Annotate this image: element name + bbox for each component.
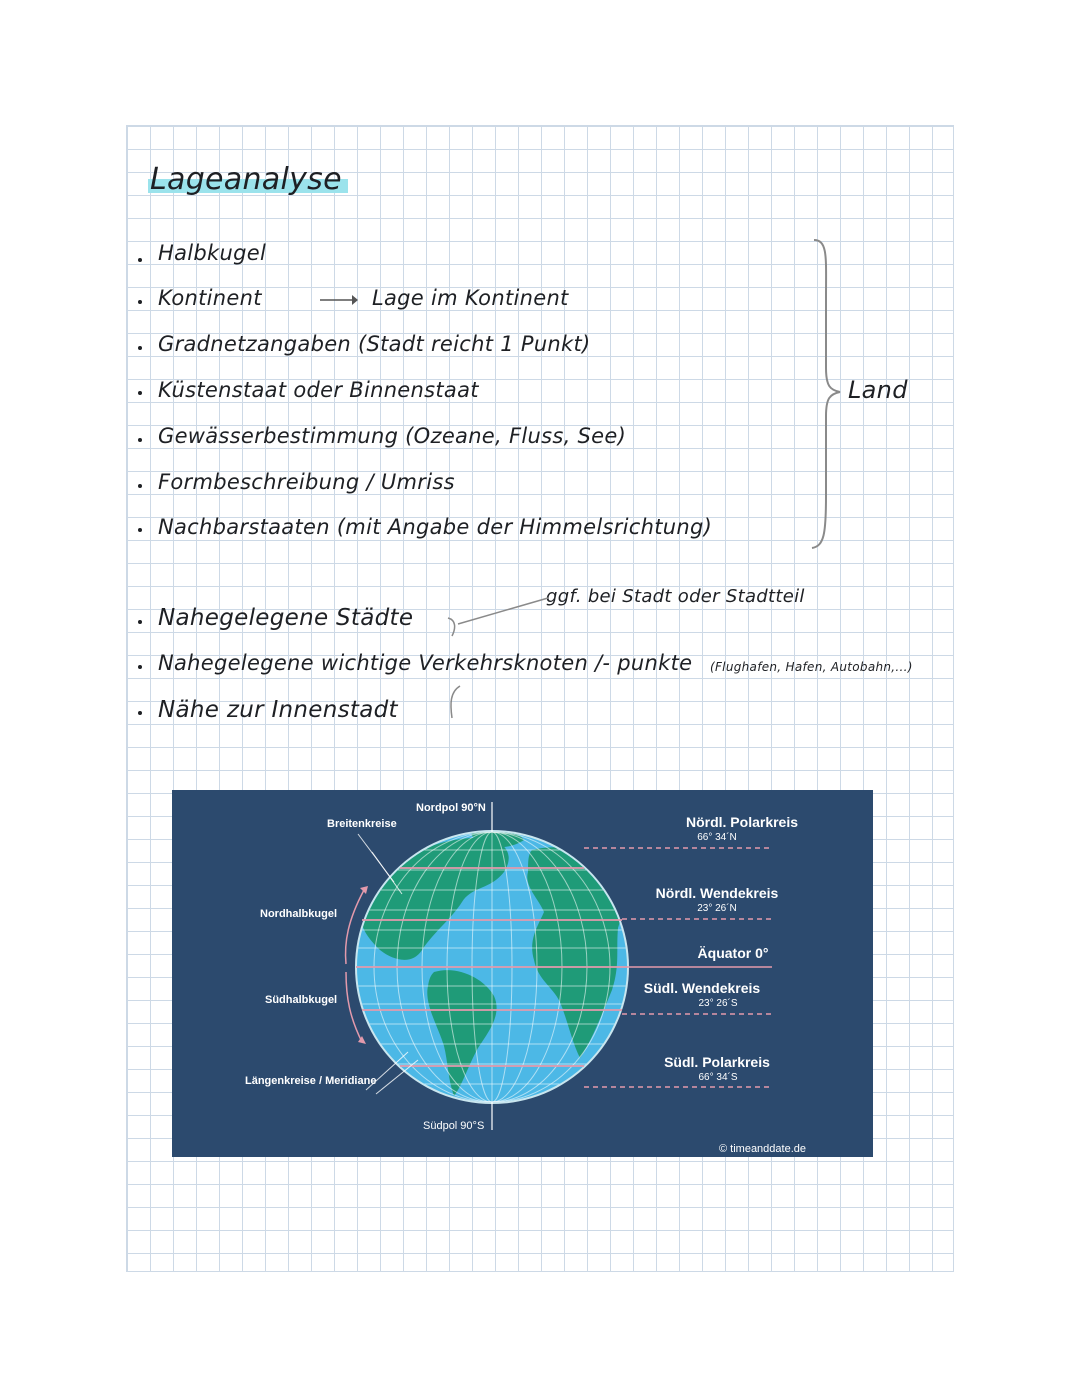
label-nordpol: Nordpol 90°N xyxy=(416,802,486,814)
bullet-dot xyxy=(138,484,142,488)
list-item-kuestenstaat: Küstenstaat oder Binnenstaat xyxy=(158,378,479,402)
label-laengenkreise: Längenkreise / Meridiane xyxy=(245,1075,377,1087)
label-nordhalbkugel: Nordhalbkugel xyxy=(260,908,338,920)
label-suedpol: Südpol 90°S xyxy=(423,1120,485,1132)
bullet-dot xyxy=(138,620,142,624)
verkehr-extra: (Flughafen, Hafen, Autobahn,...) xyxy=(710,660,913,674)
list-item-nachbarstaaten: Nachbarstaaten (mit Angabe der Himmelsrichtung) xyxy=(158,515,713,539)
list-item-gewaesser: Gewässerbestimmung (Ozeane, Fluss, See) xyxy=(158,424,627,448)
circle-name-noerdl-wendekreis: Nördl. Wendekreis xyxy=(655,885,779,901)
circle-name-suedl-polarkreis: Südl. Polarkreis xyxy=(664,1054,770,1070)
brace-label-land: Land xyxy=(848,376,908,404)
list-item-halbkugel: Halbkugel xyxy=(158,241,267,265)
circle-value-noerdl-wendekreis: 23° 26´N xyxy=(697,903,737,914)
list-item-innenstadt: Nähe zur Innenstadt xyxy=(158,697,398,723)
circle-name-aequator: Äquator 0° xyxy=(697,945,769,961)
circle-name-suedl-wendekreis: Südl. Wendekreis xyxy=(643,980,761,996)
note-title: Lageanalyse xyxy=(148,162,348,197)
label-suedhalbkugel: Südhalbkugel xyxy=(265,994,338,1006)
bullet-dot xyxy=(138,300,142,304)
list-item-verkehrsknoten: Nahegelegene wichtige Verkehrsknoten /- punkte xyxy=(158,651,693,675)
label-breitenkreise: Breitenkreise xyxy=(327,818,397,830)
earth-diagram xyxy=(172,790,873,1157)
kontinent-arrow-text: Lage im Kontinent xyxy=(372,286,569,310)
curly-brace-icon xyxy=(806,238,846,555)
connector-line xyxy=(440,596,550,645)
list-item-staedte: Nahegelegene Städte xyxy=(158,605,414,631)
bullet-dot xyxy=(138,528,142,532)
city-note: ggf. bei Stadt oder Stadtteil xyxy=(546,586,805,607)
list-item-kontinent: Kontinent xyxy=(158,286,262,310)
circle-name-noerdl-polarkreis: Nördl. Polarkreis xyxy=(685,814,799,830)
list-item-form: Formbeschreibung / Umriss xyxy=(158,470,455,494)
bullet-dot xyxy=(138,438,142,442)
bullet-dot xyxy=(138,391,142,395)
circle-value-suedl-wendekreis: 23° 26´S xyxy=(698,998,738,1009)
arrow-icon xyxy=(318,290,358,315)
copyright-text: © timeanddate.de xyxy=(719,1143,806,1155)
bullet-dot xyxy=(138,346,142,350)
bullet-dot xyxy=(138,665,142,669)
curve-mark xyxy=(444,684,464,729)
circle-value-suedl-polarkreis: 66° 34´S xyxy=(698,1072,738,1083)
list-item-gradnetz: Gradnetzangaben (Stadt reicht 1 Punkt) xyxy=(158,332,591,356)
bullet-dot xyxy=(138,711,142,715)
circle-value-noerdl-polarkreis: 66° 34´N xyxy=(697,832,737,843)
globe xyxy=(352,828,632,1104)
bullet-dot xyxy=(138,258,142,262)
